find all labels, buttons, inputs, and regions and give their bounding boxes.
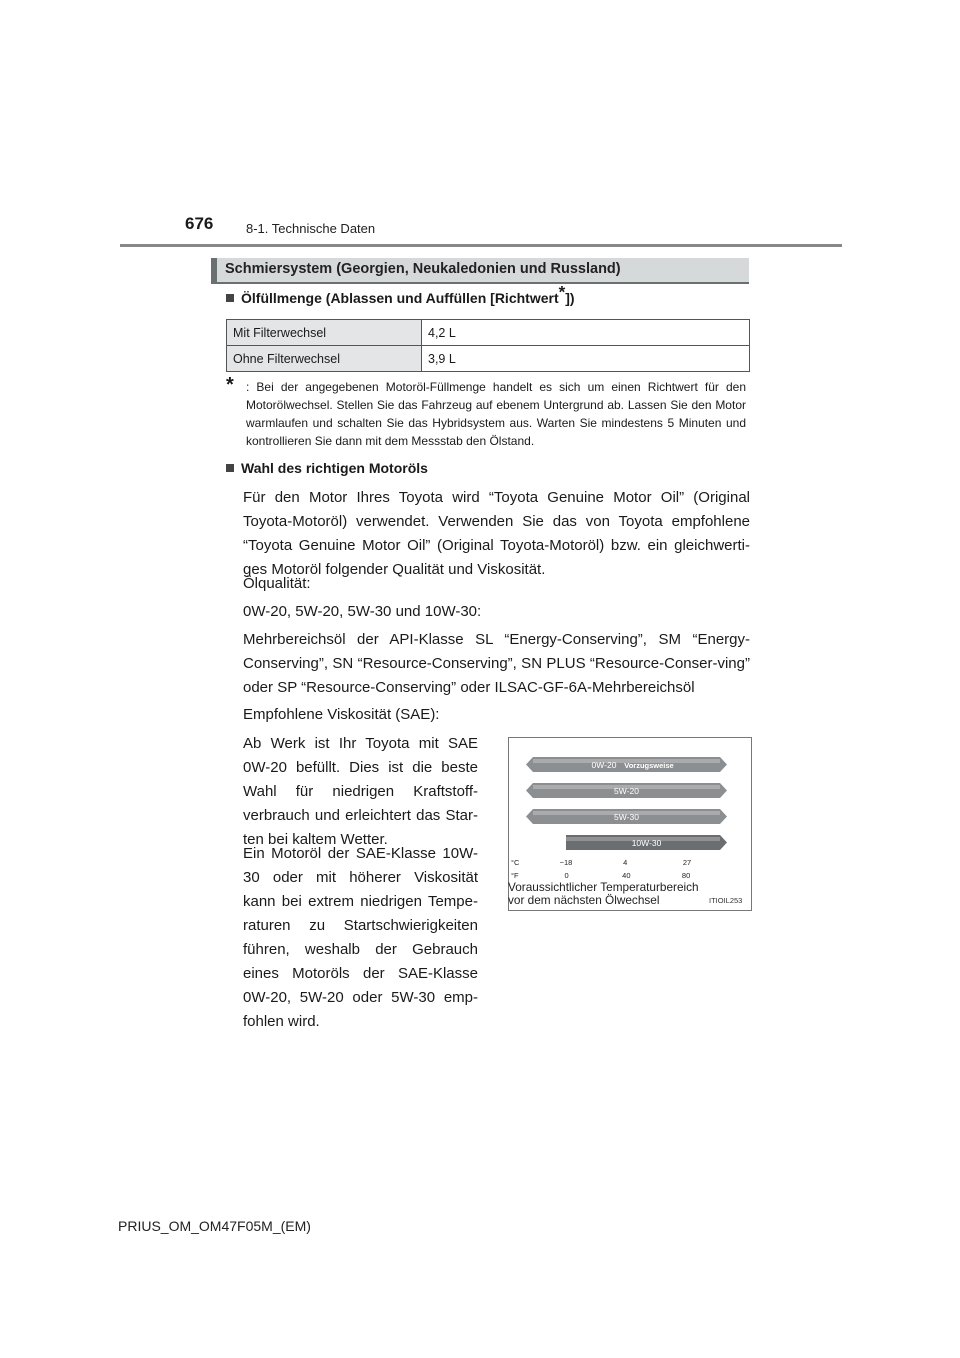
viscosity-label: Empfohlene Viskosität (SAE): xyxy=(243,706,440,723)
oil-capacity-heading-text: Ölfüllmenge (Ablassen und Auffüllen [Richtwert xyxy=(241,290,559,306)
oil-selection-heading xyxy=(226,460,428,476)
oil-capacity-table xyxy=(226,319,750,372)
square-bullet-icon xyxy=(226,464,234,472)
table-cell-value: 3,9 L xyxy=(422,346,750,372)
section-header-bar xyxy=(211,258,217,284)
bar-note-preferred: Vorzugsweise xyxy=(624,761,674,770)
oil-capacity-heading xyxy=(226,282,575,306)
footnote-text: : Bei der angegebenen Motoröl-Füllmenge handelt es sich um einen Richtwert für den Motorölwechsel. Stellen Sie das Fahrzeug auf ebenem Untergrund ab. Lassen Sie den Motor warmlaufen und schalten Sie das Hybridsystem aus. Warten Sie mindestens 5 Minuten und kontrollieren Sie dann mit dem Messstab den Ölstand. xyxy=(246,380,746,448)
tick-fahrenheit: 0 xyxy=(564,871,569,880)
section-title: Schmiersystem (Georgien, Neukaledonien und Russland) xyxy=(225,261,621,277)
axis-unit-celsius: °C xyxy=(511,858,520,867)
oil-selection-heading-text: Wahl des richtigen Motoröls xyxy=(241,460,428,476)
tick-celsius: −18 xyxy=(559,858,573,867)
section-header xyxy=(211,258,749,284)
table-cell-value: 4,2 L xyxy=(422,320,750,346)
oil-quality-text: Mehrbereichsöl der API-Klasse SL “Energy-Conserving”, SM “Energy-Conserving”, SN “Resource-Conserving”, SN PLUS “Resource-Conser-ving” oder SP “Resource-Conserving” oder ILSAC-GF-6A-Mehrbereichsöl xyxy=(243,631,750,696)
oil-capacity-heading-end: ]) xyxy=(565,290,575,306)
footnote xyxy=(226,374,746,450)
header-rule xyxy=(120,244,842,247)
viscosity-paragraph-2: Ein Motoröl der SAE-Klasse 10W-30 oder mit höherer Viskosität kann bei extrem niedrigen Tempe-raturen zu Startschwierigkeiten führen, weshalb der Gebrauch eines Motoröls der SAE-Klasse 0W-20, 5W-20 oder 5W-30 emp-fohlen wird. xyxy=(243,845,478,1030)
oil-quality-label: Ölqualität: xyxy=(243,575,311,592)
footer-text: PRIUS_OM_OM47F05M_(EM) xyxy=(118,1218,311,1234)
tick-celsius: 27 xyxy=(682,858,692,867)
square-bullet-icon xyxy=(226,294,234,302)
table-cell-label: Ohne Filterwechsel xyxy=(227,346,422,372)
oil-selection-intro: Für den Motor Ihres Toyota wird “Toyota Genuine Motor Oil” (Original Toyota-Motoröl) verwendet. Verwenden Sie das von Toyota empfohlene “Toyota Genuine Motor Oil” (Original Toyota-Motoröl) bzw. ein gleichwerti-ges Motoröl folgender Qualität und Viskosität. xyxy=(243,489,750,578)
chapter-title: 8-1. Technische Daten xyxy=(246,221,376,236)
footnote-star: * xyxy=(226,374,234,396)
bar-label-5w-30: 5W-30 xyxy=(614,812,639,822)
bar-label-10w-30: 10W-30 xyxy=(631,838,662,848)
bar-label-5w-20: 5W-20 xyxy=(614,786,639,796)
tick-fahrenheit: 80 xyxy=(681,871,691,880)
axis-unit-fahrenheit: °F xyxy=(511,871,519,880)
tick-celsius: 4 xyxy=(623,858,628,867)
oil-capacity-heading-star: * xyxy=(558,282,566,302)
chart-caption: Voraussichtlicher Temperaturbereich vor dem nächsten Ölwechsel xyxy=(508,880,699,907)
oil-grades: 0W-20, 5W-20, 5W-30 und 10W-30: xyxy=(243,603,482,620)
chart-figure-code: ITIOIL253 xyxy=(709,896,743,905)
page-number: 676 xyxy=(185,214,214,233)
table-cell-label: Mit Filterwechsel xyxy=(227,320,422,346)
viscosity-paragraph-1: Ab Werk ist Ihr Toyota mit SAE 0W-20 befüllt. Dies ist die beste Wahl für niedrigen Kraftstoff-verbrauch und erleichtert das Star-ten bei kaltem Wetter. xyxy=(243,735,478,848)
table-row xyxy=(227,346,750,372)
table-row xyxy=(227,320,750,346)
bar-label-0w-20: 0W-20 xyxy=(591,760,617,770)
tick-fahrenheit: 40 xyxy=(622,871,631,880)
